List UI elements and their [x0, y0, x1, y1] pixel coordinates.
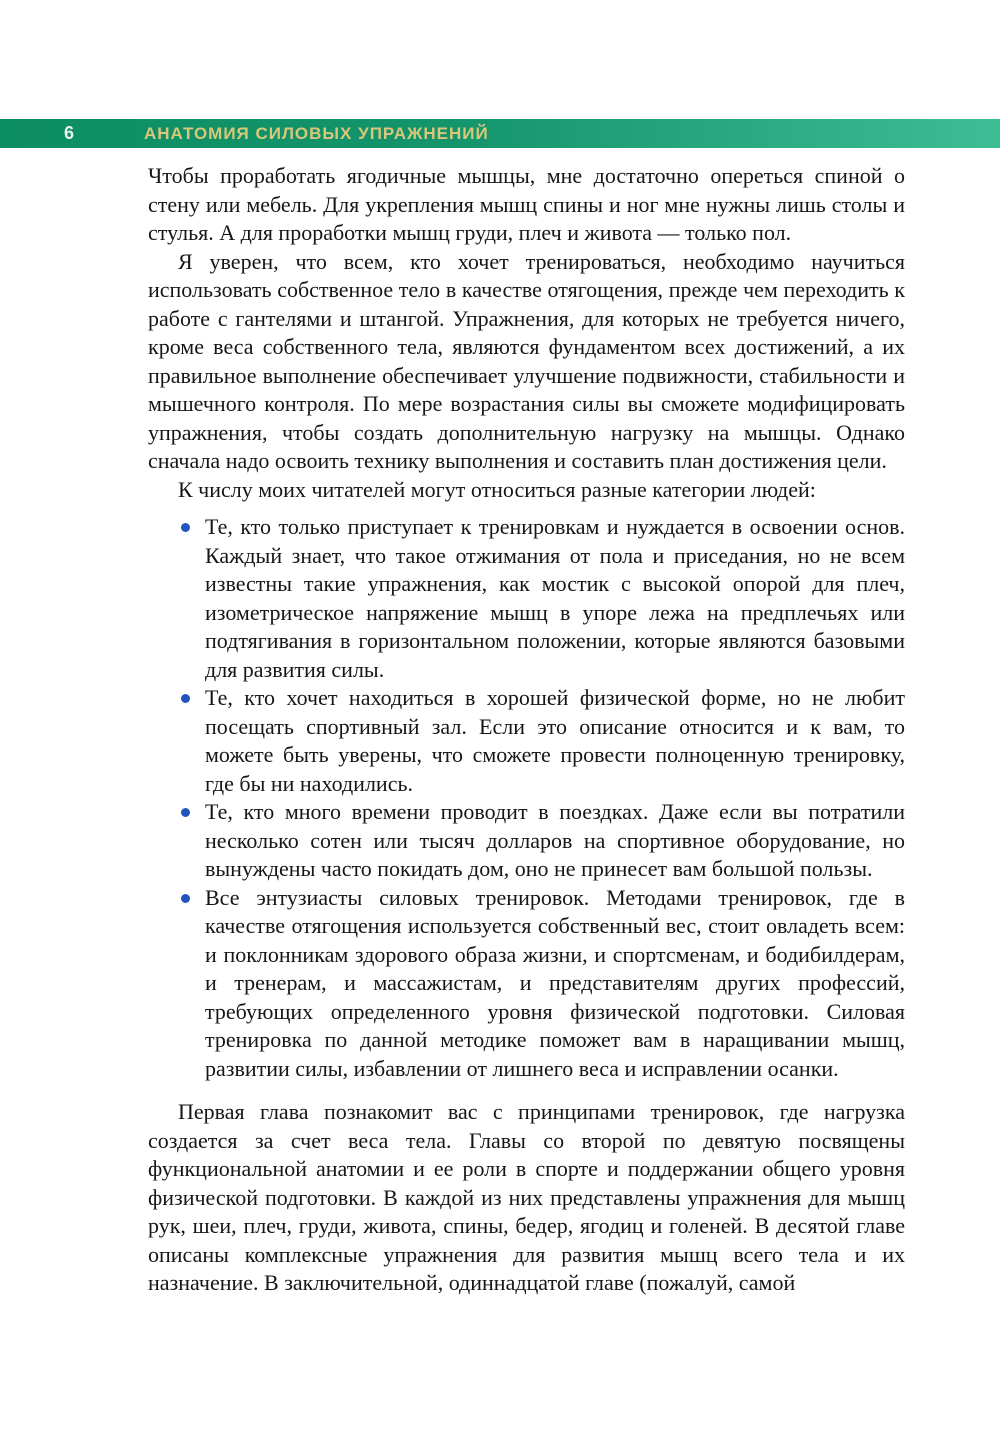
list-item-text: Те, кто хочет находиться в хорошей физической форме, но не любит посещать спортивный зал. Если это описание относится и к вам, то можете быть уверены, что сможете провести полноценную тренировку, где бы ни находились. [205, 685, 905, 796]
paragraph-reader-categories-lead: К числу моих читателей могут относиться разные категории людей: [178, 476, 816, 502]
bullet-icon [181, 808, 190, 817]
reader-categories-list [148, 513, 905, 1083]
running-title: АНАТОМИЯ СИЛОВЫХ УПРАЖНЕНИЙ [144, 123, 489, 143]
paragraph-chapters-overview: Первая глава познакомит вас с принципами тренировок, где нагрузка создается за счет веса тела. Главы со второй по девятую посвящены функциональной анатомии и ее роли в спорте и поддержании общего уровня физической подготовки. В каждой из них представлены упражнения для мышц рук, шеи, плеч, груди, живота, спины, бедер, ягодиц и голеней. В десятой главе описаны комплексные упражнения для развития мышц всего тела и их назначение. В заключительной, одиннадцатой главе (пожалуй, самой [148, 1099, 905, 1295]
paragraph-intro-continuation: Чтобы проработать ягодичные мышцы, мне достаточно опереться спиной о стену или мебель. Для укрепления мышц спины и ног мне нужны лишь столы и стулья. А для проработки мышц груди, плеч и живота — только пол. [148, 163, 905, 245]
page-header-bar [0, 119, 1000, 148]
list-item-text: Те, кто только приступает к тренировкам и нуждается в освоении основ. Каждый знает, что такое отжимания от пола и приседания, но не всем известны такие упражнения, как мостик с высокой опорой для плеч, изометрическое напряжение мышц в упоре лежа на предплечьях или подтягивания в горизонтальном положении, которые являются базовыми для развития силы. [205, 514, 905, 682]
list-item-gym-avoiders [148, 684, 905, 798]
list-item-beginners [148, 513, 905, 684]
list-item-enthusiasts [148, 884, 905, 1084]
list-item-text: Те, кто много времени проводит в поездках. Даже если вы потратили несколько сотен или тысяч долларов на спортивное оборудование, но вынуждены часто покидать дом, оно не принесет вам большой пользы. [205, 799, 905, 881]
body-text [148, 162, 905, 1298]
bullet-icon [181, 694, 190, 703]
bullet-icon [181, 523, 190, 532]
list-item-travelers [148, 798, 905, 884]
list-item-text: Все энтузиасты силовых тренировок. Методами тренировок, где в качестве отягощения используется собственный вес, стоит овладеть всем: и поклонникам здорового образа жизни, и спортсменам, и бодибилдерам, и тренерам, и массажистам, и представителям других профессий, требующих определенного уровня физической подготовки. Силовая тренировка по данной методике поможет вам в наращивании мышц, развитии силы, избавлении от лишнего веса и исправлении осанки. [205, 884, 905, 1081]
bullet-icon [181, 894, 190, 903]
paragraph-bodyweight-foundation: Я уверен, что всем, кто хочет тренироваться, необходимо научиться использовать собственное тело в качестве отягощения, прежде чем переходить к работе с гантелями и штангой. Упражнения, для которых не требуется ничего, кроме веса собственного тела, являются фундаментом всех достижений, а их правильное выполнение обеспечивает улучшение подвижности, стабильности и мышечного контроля. По мере возрастания силы вы сможете модифицировать упражнения, чтобы создать дополнительную нагрузку на мышцы. Однако сначала надо освоить технику выполнения и составить план достижения цели. [148, 248, 905, 473]
page-number: 6 [64, 123, 75, 143]
